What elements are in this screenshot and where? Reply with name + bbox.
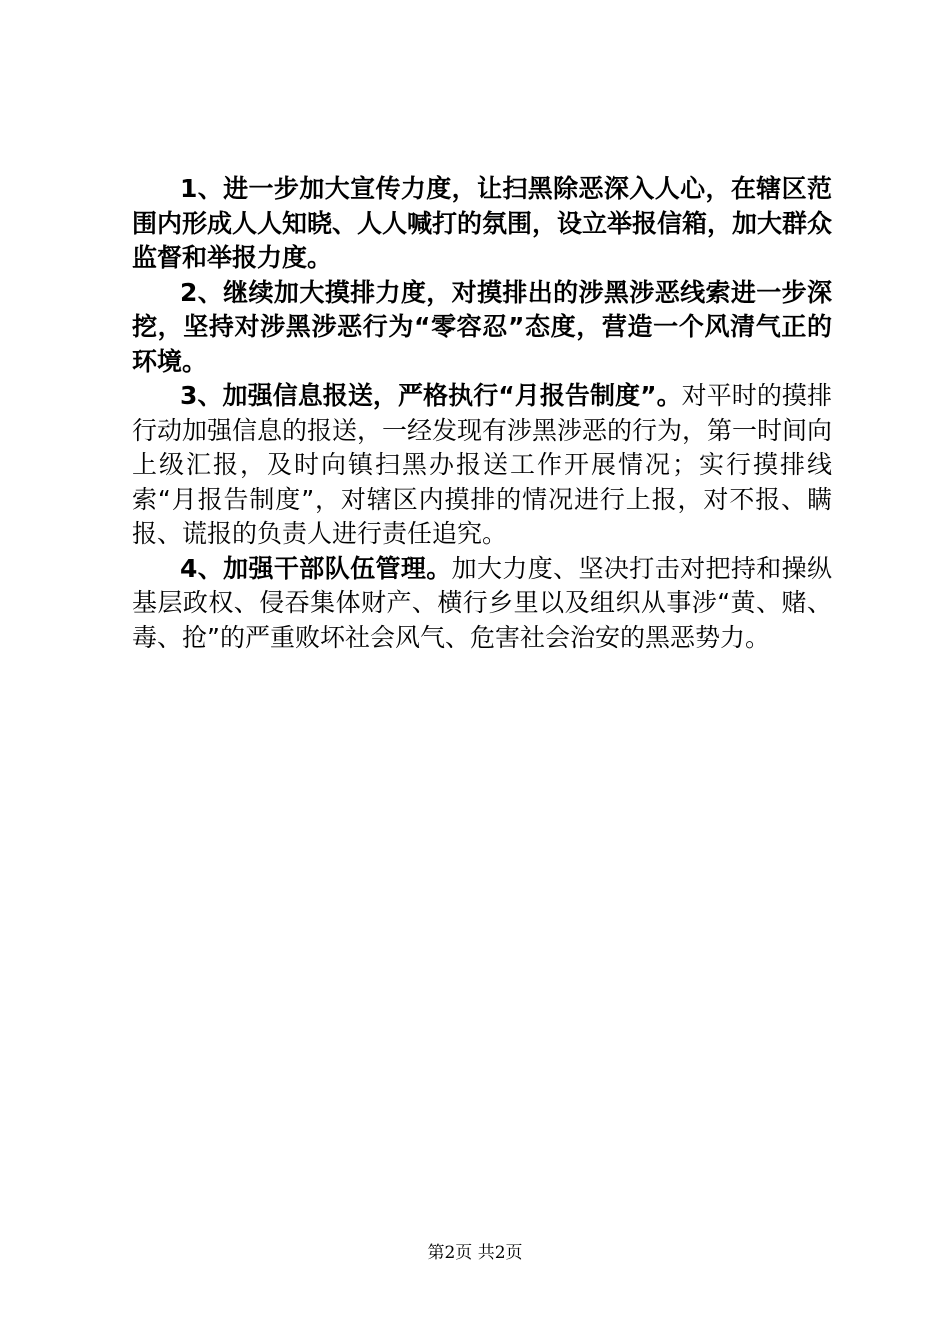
paragraph-3-lead: 3、加强信息报送，严格执行“月报告制度”。 <box>180 381 682 410</box>
paragraph-3-body: 对平时的摸排行动加强信息的报送，一经发现有涉黑涉恶的行为，第一时间向上级汇报，及时向镇扫黑办报送工作开展情况；实行摸排线索“月报告制度”，对辖区内摸排的情况进行上报，对不报、瞒报、谎报的负责人进行责任追究。 <box>132 381 833 548</box>
document-body <box>132 172 832 655</box>
paragraph-2-lead: 2、继续加大摸排力度，对摸排出的涉黑涉恶线索进一步深挖，坚持对涉黑涉恶行为“零容忍”态度，营造一个风清气正的环境。 <box>132 277 832 376</box>
paragraph-3 <box>132 379 832 552</box>
paragraph-1 <box>132 172 832 276</box>
paragraph-4-lead: 4、加强干部队伍管理。 <box>180 553 452 583</box>
paragraph-4-body: 加大力度、坚决打击对把持和操纵基层政权、侵吞集体财产、横行乡里以及组织从事涉“黄、赌、毒、抢”的严重败坏社会风气、危害社会治安的黑恶势力。 <box>132 553 832 652</box>
paragraph-4 <box>132 552 832 656</box>
page-number-footer: 第2页 共2页 <box>427 1243 523 1263</box>
paragraph-2 <box>132 276 832 380</box>
paragraph-1-lead: 1、进一步加大宣传力度，让扫黑除恶深入人心，在辖区范围内形成人人知晓、人人喊打的氛围，设立举报信箱，加大群众监督和举报力度。 <box>132 174 833 272</box>
